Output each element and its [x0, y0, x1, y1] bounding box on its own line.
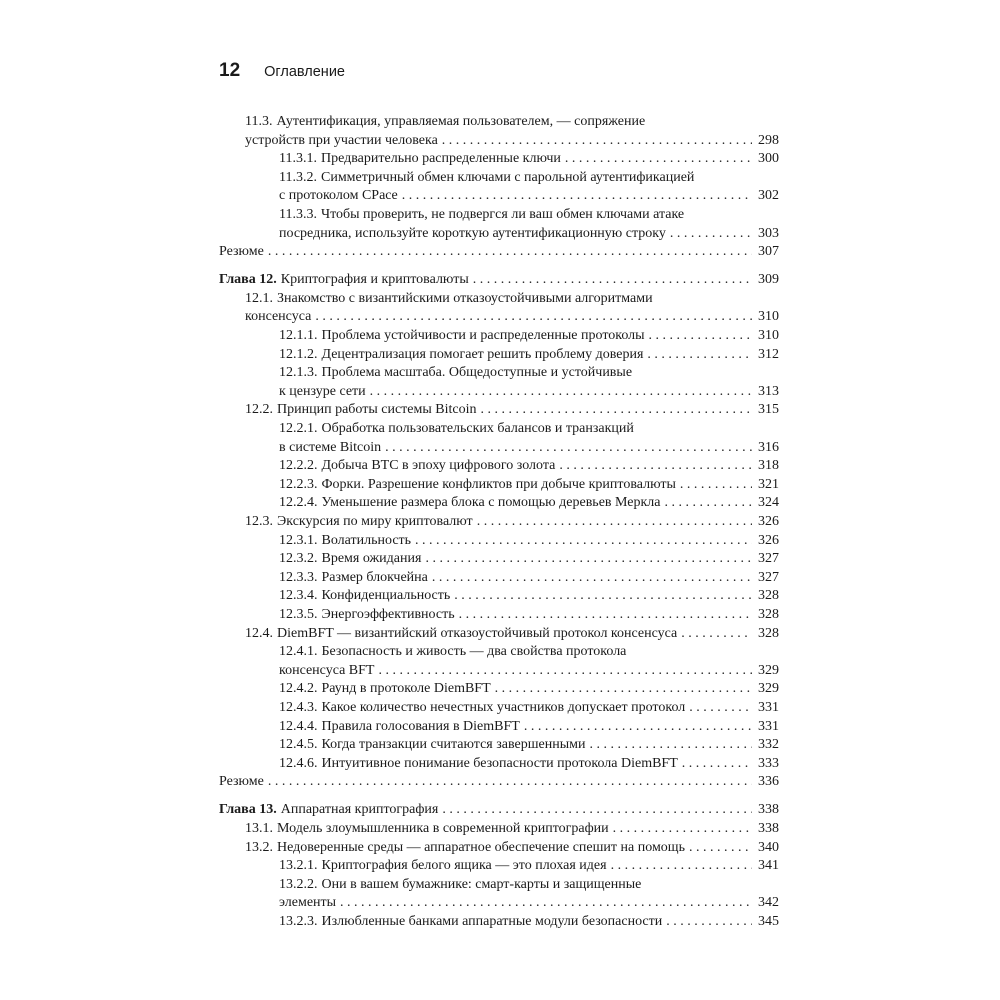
section-title: Интуитивное понимание безопасности протокола DiemBFT — [321, 755, 678, 771]
page-ref: 331 — [758, 699, 779, 715]
section-title: Время ожидания — [321, 551, 422, 567]
section-title: Проблема масштаба. Общедоступные и устойчивые — [321, 365, 633, 381]
toc-entry[interactable] — [219, 420, 779, 457]
toc-entry[interactable] — [219, 699, 779, 718]
page-ref: 341 — [758, 858, 779, 874]
toc-entry-line — [279, 476, 779, 495]
toc-entry-line — [279, 346, 779, 365]
leader-dots — [670, 225, 752, 244]
section-number: 12.2.3. — [279, 476, 318, 492]
section-title: Энергоэффективность — [321, 606, 455, 622]
section-title: к цензуре сети — [279, 383, 366, 399]
page-ref: 336 — [758, 774, 779, 790]
section-title: устройств при участии человека — [245, 132, 438, 148]
leader-dots — [378, 662, 752, 681]
page-ref: 326 — [758, 532, 779, 548]
toc-entry[interactable] — [219, 346, 779, 365]
page-ref: 340 — [758, 839, 779, 855]
section-title: Аппаратная криптография — [280, 802, 439, 818]
page-ref: 327 — [758, 569, 779, 585]
toc-entry[interactable] — [219, 401, 779, 420]
section-number: 12.3.4. — [279, 588, 318, 604]
toc-entry-line — [245, 839, 779, 858]
leader-dots — [681, 625, 752, 644]
leader-dots — [402, 187, 752, 206]
section-title: Безопасность и живость — два свойства протокола — [321, 644, 627, 660]
toc-entry-line — [279, 736, 779, 755]
toc-entry-line — [279, 876, 779, 895]
section-title: Размер блокчейна — [321, 569, 428, 585]
section-title: Децентрализация помогает решить проблему доверия — [321, 346, 644, 362]
leader-dots — [647, 346, 752, 365]
page-ref: 316 — [758, 439, 779, 455]
toc-entry-line — [279, 606, 779, 625]
page-ref: 302 — [758, 188, 779, 204]
toc-entry-line — [219, 773, 779, 792]
section-number: 12.3. — [245, 513, 273, 529]
section-number: 12.3.5. — [279, 606, 318, 622]
section-number: 13.2. — [245, 839, 273, 855]
section-title: Чтобы проверить, не подвергся ли ваш обмен ключами атаке — [320, 206, 685, 222]
leader-dots — [682, 755, 752, 774]
section-number: 13.2.3. — [279, 913, 318, 929]
page-ref: 312 — [758, 346, 779, 362]
page-number: 12 — [219, 60, 241, 81]
section-title: Криптография белого ящика — это плохая идея — [321, 858, 607, 874]
section-number: 12.3.2. — [279, 551, 318, 567]
toc-entry[interactable] — [219, 606, 779, 625]
toc-entry-line — [279, 755, 779, 774]
section-title: Криптография и криптовалюты — [280, 272, 469, 288]
toc-entry-line — [279, 680, 779, 699]
toc-entry-line — [279, 457, 779, 476]
toc-entry-continuation — [245, 308, 779, 327]
toc-entry[interactable] — [219, 773, 779, 792]
section-title: Резюме — [219, 244, 264, 260]
section-number: 12.4.1. — [279, 644, 318, 660]
toc-entry[interactable] — [219, 206, 779, 243]
toc-entry-line — [219, 801, 779, 820]
toc-entry[interactable] — [219, 736, 779, 755]
toc-entry-line — [279, 327, 779, 346]
toc-entry[interactable] — [219, 876, 779, 913]
section-title: консенсуса BFT — [279, 662, 375, 678]
toc-entry-line — [279, 718, 779, 737]
section-title: Когда транзакции считаются завершенными — [321, 737, 586, 753]
page-ref: 331 — [758, 718, 779, 734]
section-title: Принцип работы системы Bitcoin — [277, 402, 477, 418]
section-title: Модель злоумышленника в современной криптографии — [277, 820, 609, 836]
section-title: посредника, используйте короткую аутентификационную строку — [279, 225, 666, 241]
page-ref: 328 — [758, 625, 779, 641]
leader-dots — [524, 718, 752, 737]
leader-dots — [442, 132, 752, 151]
leader-dots — [268, 243, 752, 262]
toc-entry-line — [279, 857, 779, 876]
leader-dots — [425, 550, 752, 569]
section-title: с протоколом CPace — [279, 188, 398, 204]
leader-dots — [481, 401, 753, 420]
section-number: 12.4.3. — [279, 699, 318, 715]
toc-entry[interactable] — [219, 513, 779, 532]
toc-entry[interactable] — [219, 150, 779, 169]
toc-entry[interactable] — [219, 680, 779, 699]
toc-entry-line — [279, 169, 779, 188]
leader-dots — [385, 439, 752, 458]
section-number: 12.1.3. — [279, 365, 318, 381]
section-title: Конфиденциальность — [321, 588, 451, 604]
page-ref: 313 — [758, 383, 779, 399]
page-ref: 345 — [758, 913, 779, 929]
section-title: Обработка пользовательских балансов и транзакций — [321, 421, 634, 436]
leader-dots — [611, 857, 752, 876]
page-ref: 300 — [758, 151, 779, 167]
page-ref: 324 — [758, 495, 779, 511]
section-number: 12.4.2. — [279, 681, 318, 697]
section-number: 13.1. — [245, 820, 273, 836]
toc-entry-line — [245, 820, 779, 839]
toc-entry[interactable] — [219, 550, 779, 569]
section-number: 12.3.3. — [279, 569, 318, 585]
page-ref: 315 — [758, 402, 779, 418]
section-title: консенсуса — [245, 309, 312, 325]
leader-dots — [459, 606, 752, 625]
toc-entry[interactable] — [219, 290, 779, 327]
toc-entry[interactable] — [219, 532, 779, 551]
toc-entry-line — [279, 913, 779, 932]
toc-entry-line — [279, 550, 779, 569]
toc-entry[interactable] — [219, 625, 779, 644]
toc-entry[interactable] — [219, 913, 779, 932]
leader-dots — [680, 476, 752, 495]
page-ref: 329 — [758, 662, 779, 678]
section-number: 12.2. — [245, 402, 273, 418]
section-title: DiemBFT — византийский отказоустойчивый протокол консенсуса — [277, 625, 678, 641]
page-ref: 310 — [758, 328, 779, 344]
section-title: Недоверенные среды — аппаратное обеспечение спешит на помощь — [277, 839, 685, 855]
section-title: Аутентификация, управляемая пользователем, — сопряжение — [276, 114, 646, 129]
chapter-label: Глава 13. — [219, 802, 277, 818]
section-title: элементы — [279, 895, 337, 911]
page-ref: 310 — [758, 309, 779, 325]
leader-dots — [415, 532, 752, 551]
toc-chapter-entry[interactable] — [219, 271, 779, 290]
section-title: Уменьшение размера блока с помощью деревьев Меркла — [321, 495, 661, 511]
toc-chapter-entry[interactable] — [219, 801, 779, 820]
page-ref: 326 — [758, 513, 779, 529]
section-title: Экскурсия по миру криптовалют — [277, 513, 473, 529]
section-title: Симметричный обмен ключами с парольной аутентификацией — [320, 169, 695, 185]
toc-entry-line — [245, 401, 779, 420]
toc-entry[interactable] — [219, 839, 779, 858]
leader-dots — [442, 801, 752, 820]
toc-entry-line — [279, 699, 779, 718]
toc-entry-continuation — [279, 187, 779, 206]
toc-entry-line — [279, 532, 779, 551]
section-number: 12.2.1. — [279, 421, 318, 436]
toc-entry-line — [245, 113, 779, 132]
section-number: 12.4.5. — [279, 737, 318, 753]
section-title: Форки. Разрешение конфликтов при добыче криптовалюты — [321, 476, 676, 492]
toc-entry-line — [245, 513, 779, 532]
section-title: Волатильность — [321, 532, 412, 548]
leader-dots — [495, 680, 752, 699]
toc-entry-line — [219, 271, 779, 290]
leader-dots — [666, 913, 752, 932]
section-title: Знакомство с византийскими отказоустойчивыми алгоритмами — [277, 290, 653, 306]
toc-entry[interactable] — [219, 569, 779, 588]
leader-dots — [689, 699, 752, 718]
leader-dots — [340, 894, 752, 913]
toc-entry-line — [279, 420, 779, 439]
page-ref: 328 — [758, 588, 779, 604]
toc-entry[interactable] — [219, 457, 779, 476]
toc-entry[interactable] — [219, 243, 779, 262]
toc-entry-line — [245, 290, 779, 309]
section-number: 12.3.1. — [279, 532, 318, 548]
section-title: Какое количество нечестных участников допускает протокол — [321, 699, 686, 715]
leader-dots — [370, 383, 752, 402]
toc-entry[interactable] — [219, 364, 779, 401]
toc-entry-line — [279, 364, 779, 383]
toc-entry[interactable] — [219, 718, 779, 737]
toc-entry[interactable] — [219, 755, 779, 774]
leader-dots — [613, 820, 752, 839]
section-title: Проблема устойчивости и распределенные протоколы — [321, 328, 645, 344]
section-title: Раунд в протоколе DiemBFT — [321, 681, 491, 697]
section-number: 12.2.2. — [279, 458, 318, 474]
page-ref: 333 — [758, 755, 779, 771]
table-of-contents — [219, 113, 779, 932]
section-title: Предварительно распределенные ключи — [320, 151, 561, 167]
page-ref: 307 — [758, 244, 779, 260]
toc-entry[interactable] — [219, 857, 779, 876]
running-head: Оглавление — [264, 64, 345, 80]
toc-entry[interactable] — [219, 169, 779, 206]
section-number: 13.2.1. — [279, 858, 318, 874]
section-number: 11.3.2. — [279, 169, 317, 185]
section-title: в системе Bitcoin — [279, 439, 382, 455]
leader-dots — [473, 271, 752, 290]
section-title: Резюме — [219, 774, 264, 790]
leader-dots — [589, 736, 752, 755]
page-ref: 327 — [758, 551, 779, 567]
leader-dots — [268, 773, 752, 792]
toc-entry[interactable] — [219, 820, 779, 839]
section-number: 12.2.4. — [279, 495, 318, 511]
leader-dots — [315, 308, 752, 327]
leader-dots — [689, 839, 752, 858]
toc-entry[interactable] — [219, 643, 779, 680]
toc-entry-line — [279, 494, 779, 513]
section-title: Добыча BTC в эпоху цифрового золота — [321, 458, 556, 474]
chapter-label: Глава 12. — [219, 272, 277, 288]
toc-entry[interactable] — [219, 587, 779, 606]
toc-entry-continuation — [279, 894, 779, 913]
leader-dots — [559, 457, 752, 476]
toc-entry-continuation — [279, 439, 779, 458]
toc-entry-line — [219, 243, 779, 262]
leader-dots — [665, 494, 753, 513]
section-title: Излюбленные банками аппаратные модули безопасности — [321, 913, 663, 929]
page-ref: 298 — [758, 132, 779, 148]
toc-entry[interactable] — [219, 113, 779, 150]
section-number: 12.1. — [245, 290, 273, 306]
toc-entry[interactable] — [219, 327, 779, 346]
section-number: 13.2.2. — [279, 876, 318, 892]
section-number: 11.3. — [245, 114, 273, 129]
toc-entry-line — [279, 206, 779, 225]
toc-entry-continuation — [279, 225, 779, 244]
page-ref: 328 — [758, 606, 779, 622]
toc-entry-continuation — [279, 662, 779, 681]
page-ref: 321 — [758, 476, 779, 492]
section-number: 12.4.4. — [279, 718, 318, 734]
section-number: 12.1.2. — [279, 346, 318, 362]
leader-dots — [565, 150, 752, 169]
toc-entry-line — [279, 643, 779, 662]
page-ref: 303 — [758, 225, 779, 241]
section-number: 12.4. — [245, 625, 273, 641]
toc-entry[interactable] — [219, 476, 779, 495]
toc-entry-continuation — [279, 383, 779, 402]
toc-entry-line — [279, 150, 779, 169]
toc-entry[interactable] — [219, 494, 779, 513]
page-ref: 342 — [758, 895, 779, 911]
page-header — [219, 60, 345, 92]
section-number: 11.3.1. — [279, 151, 317, 167]
toc-entry-line — [279, 569, 779, 588]
page-ref: 338 — [758, 802, 779, 818]
toc-entry-line — [279, 587, 779, 606]
page-ref: 338 — [758, 820, 779, 836]
section-title: Правила голосования в DiemBFT — [321, 718, 520, 734]
section-number: 12.4.6. — [279, 755, 318, 771]
leader-dots — [649, 327, 752, 346]
section-number: 12.1.1. — [279, 328, 318, 344]
page-ref: 332 — [758, 737, 779, 753]
page-ref: 329 — [758, 681, 779, 697]
section-number: 11.3.3. — [279, 206, 317, 222]
section-title: Они в вашем бумажнике: смарт-карты и защищенные — [321, 876, 642, 892]
page-ref: 309 — [758, 272, 779, 288]
leader-dots — [454, 587, 752, 606]
leader-dots — [477, 513, 752, 532]
leader-dots — [432, 569, 752, 588]
page-ref: 318 — [758, 458, 779, 474]
toc-entry-continuation — [245, 132, 779, 151]
toc-entry-line — [245, 625, 779, 644]
